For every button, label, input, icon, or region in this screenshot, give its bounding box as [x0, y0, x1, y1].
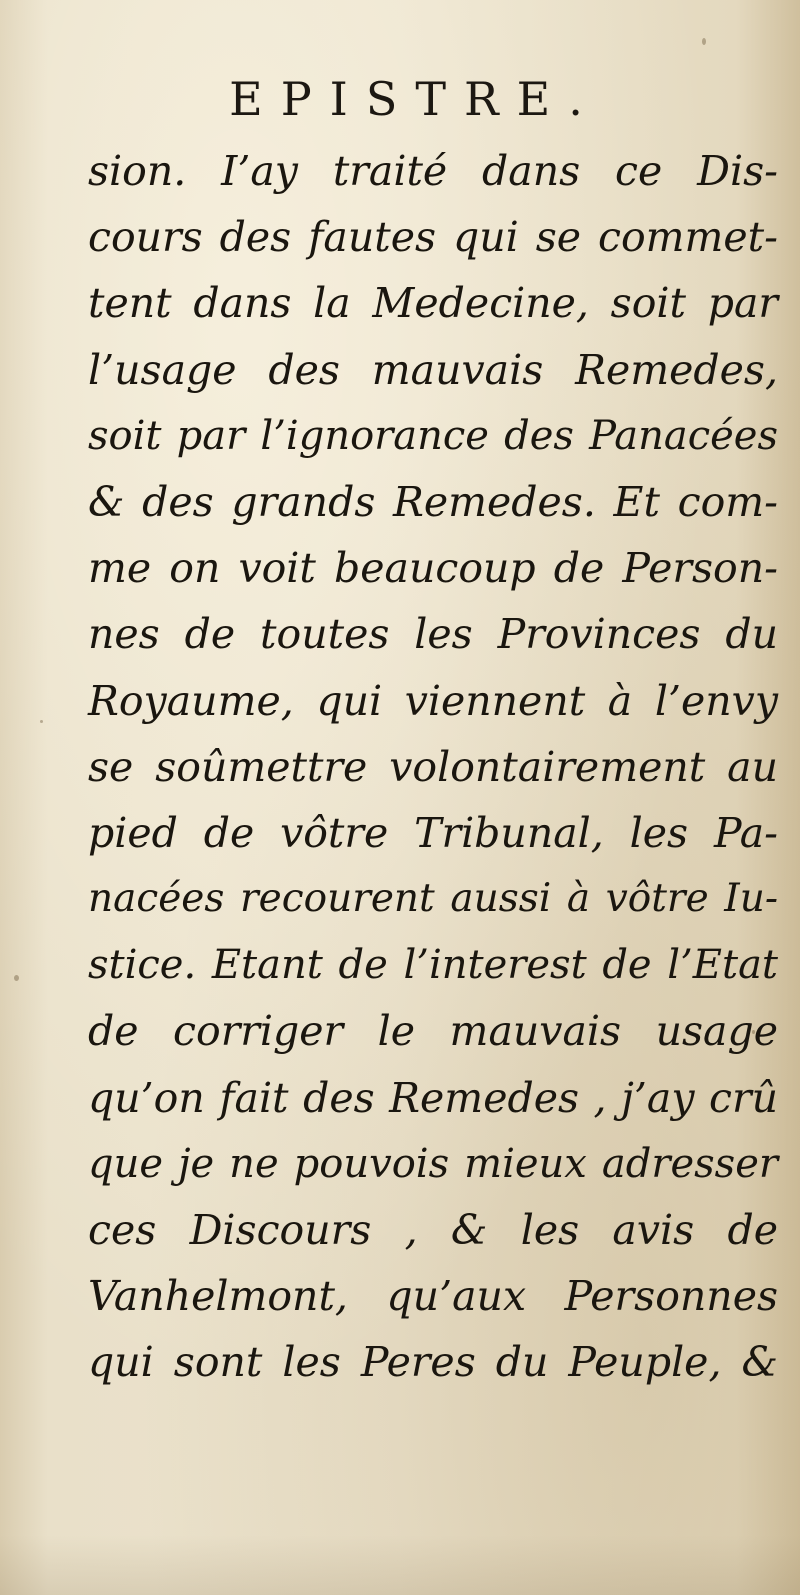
text-line: que je ne pouvois mieux adresser [88, 1140, 778, 1187]
text-line: & des grands Remedes. Et com- [88, 477, 778, 526]
text-line: soit par l’ignorance des Panacées [88, 412, 778, 459]
text-line: qui sont les Peres du Peuple, & [88, 1338, 778, 1387]
page-bottom-shade [0, 1535, 800, 1595]
text-line: ces Discours , & les avis de [88, 1206, 778, 1254]
text-line: Royaume, qui viennent à l’envy [88, 676, 778, 725]
text-line: de corriger le mauvais usage [88, 1007, 778, 1056]
text-line: nes de toutes les Provinces du [88, 610, 778, 659]
text-line: tent dans la Medecine, soit par [88, 279, 778, 328]
paper-speck [702, 38, 706, 45]
text-line: se soûmettre volontairement au [88, 742, 778, 791]
text-line: Vanhelmont, qu’aux Personnes [88, 1272, 778, 1321]
text-line: nacées recourent aussi à vôtre Iu- [88, 876, 778, 922]
text-line: l’usage des mauvais Remedes, [88, 345, 778, 394]
text-line: qu’on fait des Remedes , j’ay crû [88, 1073, 778, 1122]
text-line: cours des fautes qui se commet- [88, 213, 778, 262]
text-line: me on voit beaucoup de Person- [88, 544, 778, 593]
paper-speck [40, 720, 43, 723]
running-head: EPISTRE. [229, 72, 601, 126]
text-line: pied de vôtre Tribunal, les Pa- [88, 808, 778, 857]
body-text [88, 138, 778, 1396]
text-line: stice. Etant de l’interest de l’Etat [88, 942, 778, 989]
text-line: sion. I’ay traité dans ce Dis- [88, 147, 778, 195]
paper-speck [14, 975, 19, 981]
